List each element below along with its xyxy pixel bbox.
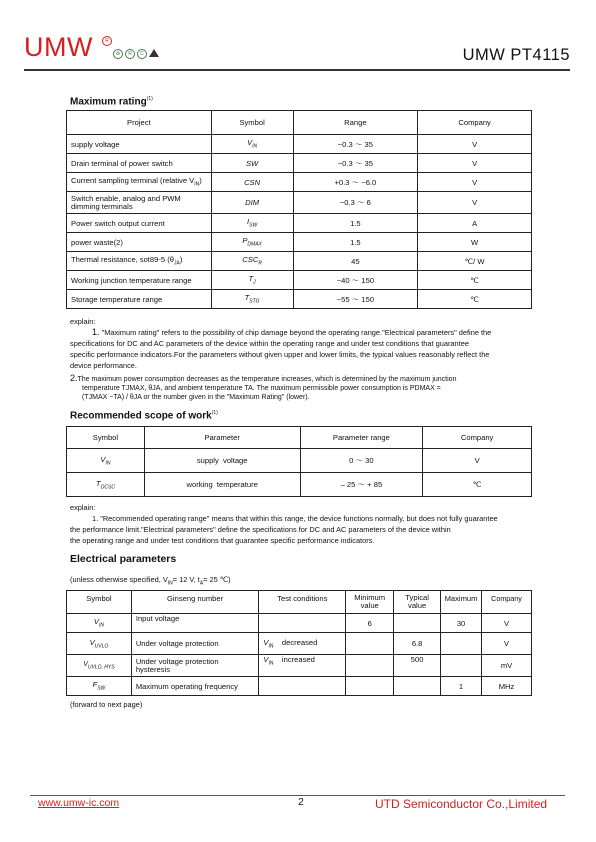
cell-unit: V [418,173,532,192]
umw-logo: UMW [24,32,93,62]
cell-test [259,614,346,633]
explain-label: explain: [70,317,96,326]
cell-project: supply voltage [67,135,212,154]
cell-range: 0 ～ 30 [300,449,423,473]
note-number: 2. [70,373,78,383]
param-b: voltage [223,456,248,465]
explain-note-1-line3: specific performance indicators.For the parameters without given upper and lower limits, the typical values reasonably reflect the [70,350,490,359]
cell-range: – 25 ～ + 85 [300,473,423,497]
project-end: ) [179,255,183,265]
rohs-cert-icon: R [125,49,135,59]
cell-symbol [67,633,132,655]
cell-parameter [144,473,300,497]
explain-note-1-line3: the operating range and under test conditions that guarantee specific performance indicators. [70,536,375,545]
col-header-symbol: Symbol [67,427,145,449]
cell-unit: ℃ [418,271,532,290]
cell-symbol [67,473,145,497]
cell-project: Power switch output current [67,214,212,233]
cell-max: 1 [441,677,482,696]
explain-note-1-line2: the performance limit."Electrical parameters" define the specifications for DC and AC parameters of the device within [70,525,451,534]
symbol-main: V [93,617,99,627]
electrical-conditions [70,574,231,589]
cell-name: Maximum operating frequency [131,677,259,696]
cell-unit: MHz [482,677,532,696]
table-row [67,154,532,173]
table-row [67,135,532,154]
max-rating-note-ref: (1) [146,96,153,102]
explain-note-2-line2: temperature TJMAX, θJA, and ambient temperature TA. The maximum permissible power consumption is PDMAX = [82,385,441,392]
part-number: UMW PT4115 [462,46,570,64]
cond-c: = 25 ℃) [203,575,231,584]
explain-note-1: 1. "Recommended operating range" means that within this range, the device functions normally, but does not fully guarantee [92,514,498,523]
cell-unit: V [418,154,532,173]
header-divider [24,69,570,71]
rec-scope-title [70,410,218,421]
cond-sub1: IN [167,580,173,587]
symbol-main: T [248,274,254,284]
symbol-main: P [242,236,248,246]
registered-mark: R [102,36,112,46]
cell-test [259,677,346,696]
cell-symbol [211,135,293,154]
symbol-main: V [100,454,106,464]
explain-block-1 [70,316,532,402]
electrical-title: Electrical parameters [70,553,177,565]
col-header-unit: Company [482,591,532,614]
col-header-company: Company [423,427,532,449]
cell-unit: V [423,449,532,473]
warning-triangle-icon [149,49,159,57]
cell-range: −40 ～ 150 [293,271,418,290]
cell-project: Storage temperature range [67,290,212,309]
cell-name: Input voltage [131,614,259,633]
param-a: supply [196,456,219,465]
cell-range: −0.3 ～ 35 [293,154,418,173]
test-text: decreased [281,637,318,647]
cell-typ: 500 [394,655,441,677]
cell-project: Working junction temperature range [67,271,212,290]
symbol-sub: UVLO [94,643,109,650]
table-row [67,614,532,633]
cell-symbol [211,214,293,233]
max-rating-table [66,110,532,309]
col-header-typ: Typical value [394,591,441,614]
symbol-sub: IN [252,143,258,150]
max-rating-title-text: Maximum rating [70,96,147,108]
cell-range: 1.5 [293,214,418,233]
symbol-sub: IN [98,622,104,629]
page-number: 2 [298,796,304,808]
col-header-name: Ginseng number [131,591,259,614]
symbol-main: T [95,478,101,488]
explain-note-1-line4: device performance. [70,361,137,370]
cell-max [441,633,482,655]
symbol-sub: J [253,279,256,286]
col-header-symbol: Symbol [67,591,132,614]
certification-icons [113,49,159,59]
cell-typ: 6.8 [394,633,441,655]
explain-note-1-line2: specifications for DC and AC parameters of the device within the operating range and under test conditions that guarantee [70,339,469,348]
cell-range: −0.3 ～ 6 [293,192,418,214]
symbol-main: V [247,138,253,148]
table-row [67,473,532,497]
cell-unit: mV [482,655,532,677]
cond-b: = 12 V, t [172,575,200,584]
cell-symbol [211,233,293,252]
cell-symbol [67,655,132,677]
test-sym: V [263,655,269,664]
table-row [67,214,532,233]
cell-min: 6 [346,614,394,633]
symbol-sub: DMAX [247,241,262,248]
cell-project: Switch enable, analog and PWM dimming terminals [67,192,212,214]
cell-name: Under voltage protection [131,633,259,655]
table-row [67,173,532,192]
col-header-company: Company [418,111,532,135]
test-sym: V [263,637,269,647]
cell-range: −55 ～ 150 [293,290,418,309]
note-text: "Maximum rating" refers to the possibility of chip damage beyond the operating range."Electrical parameters" define the [101,328,492,337]
cell-test [259,633,346,655]
cell-unit: ℃/ W [418,252,532,271]
rec-scope-table [66,426,532,497]
cell-unit: A [418,214,532,233]
explain-block-2 [70,502,532,546]
cell-symbol [67,449,145,473]
cell-unit: W [418,233,532,252]
symbol-main: V [89,637,95,647]
symbol-sub: SW [97,685,106,692]
table-row [67,233,532,252]
symbol-sub: UVLO, HYS [87,664,115,671]
cell-symbol: SW [211,154,293,173]
symbol-main: T [244,293,250,303]
table-row [67,677,532,696]
cell-symbol [211,252,293,271]
symbol-sub: OCSC [100,484,115,491]
col-header-symbol: Symbol [211,111,293,135]
symbol-sub: STG [249,298,260,305]
table-row [67,290,532,309]
cell-project: Drain terminal of power switch [67,154,212,173]
col-header-project: Project [67,111,212,135]
symbol-main: V [83,660,88,668]
symbol-sub: IN [105,460,111,467]
cell-typ [394,614,441,633]
cell-unit: ℃ [418,290,532,309]
cell-unit: V [482,633,532,655]
electrical-table [66,590,532,696]
note-text: The maximum power consumption decreases as the temperature increases, which is determined by the maximum junction [77,376,457,383]
cell-project [67,252,212,271]
cell-symbol [211,271,293,290]
cond-sub2: A [199,580,204,587]
project-sub: JA [173,260,180,267]
footer-website-link[interactable]: www.umw-ic.com [38,797,120,809]
test-sub: IN [268,643,274,650]
explain-note-2 [70,374,532,384]
cond-a: (unless otherwise specified, V [70,575,168,584]
col-header-range: Range [293,111,418,135]
cell-range: −0.3 ～ 35 [293,135,418,154]
cell-unit: V [418,192,532,214]
symbol-main: CSC [242,255,259,265]
footer-company: UTD Semiconductor Co.,Limited [375,797,548,811]
symbol-main: I [247,217,250,227]
table-row [67,192,532,214]
test-text: increased [281,655,315,664]
param-a: working [186,480,213,489]
cell-symbol: CSN [211,173,293,192]
col-header-max: Maximum [441,591,482,614]
note-number: 1. [92,327,100,337]
cell-project: power waste(2) [67,233,212,252]
continued-note: (forward to next page) [70,700,143,709]
test-sub: IN [268,660,274,667]
table-row [67,449,532,473]
cell-unit: ℃ [423,473,532,497]
col-header-test: Test conditions [259,591,346,614]
cell-max: 30 [441,614,482,633]
recycle-cert-icon: ♻ [113,49,123,59]
cell-name: Under voltage protection hysteresis [131,655,259,677]
rec-scope-note-ref: (1) [211,410,218,416]
cell-typ [394,677,441,696]
cell-min [346,677,394,696]
cell-max [441,655,482,677]
cell-test [259,655,346,677]
explain-note-2-line3: (TJMAX −TA) / θJA or the number given in the "Maximum Rating" (lower). [82,394,310,401]
col-header-parameter: Parameter [144,427,300,449]
cell-range: +0.3 ～ −6.0 [293,173,418,192]
table-row [67,252,532,271]
cell-parameter [144,449,300,473]
col-header-min: Minimum value [346,591,394,614]
project-text: Thermal resistance, sot89-5 (θ [71,255,174,265]
col-header-range: Parameter range [300,427,423,449]
cell-symbol [67,677,132,696]
param-b: temperature [216,480,258,489]
explain-label: explain: [70,503,96,512]
cell-project [67,173,212,192]
explain-note-1 [70,327,532,338]
max-rating-title [70,96,153,107]
cell-symbol [211,290,293,309]
cell-range: 45 [293,252,418,271]
cell-min [346,633,394,655]
cell-min [346,655,394,677]
project-end: ) [199,176,202,186]
ce-cert-icon: C [137,49,147,59]
cell-symbol [67,614,132,633]
table-row [67,271,532,290]
symbol-main: F [92,680,98,690]
symbol-sub: R [258,260,262,267]
table-row [67,655,532,677]
cell-symbol: DIM [211,192,293,214]
project-sub: IN [194,181,200,188]
table-row [67,633,532,655]
symbol-sub: SW [249,222,258,229]
cell-range: 1.5 [293,233,418,252]
project-text: Current sampling terminal (relative V [71,176,195,186]
cell-unit: V [482,614,532,633]
cell-unit: V [418,135,532,154]
rec-scope-title-text: Recommended scope of work [70,410,212,422]
